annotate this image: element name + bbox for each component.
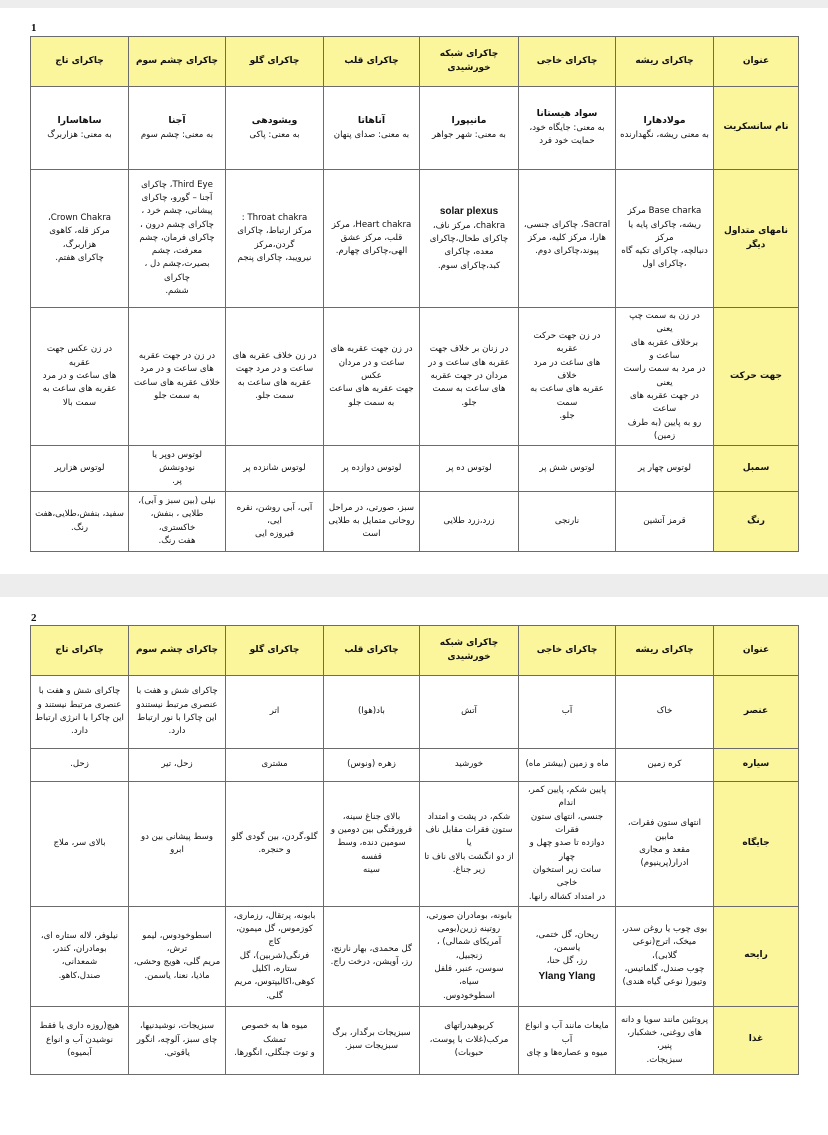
table-cell xyxy=(226,1006,324,1074)
cell-line: سینه xyxy=(363,864,380,875)
table-cell xyxy=(420,782,519,907)
cell-line: زرد،زرد طلایی xyxy=(443,515,495,526)
table-cell xyxy=(129,87,226,170)
page-number: 2 xyxy=(31,612,37,624)
cell-line: سبزیجات، نوشیدنیها، xyxy=(139,1021,215,1032)
table-cell xyxy=(420,749,519,782)
cell-line: ،چاکرای اول xyxy=(642,259,687,270)
cell-line: کربوهیدراتهای xyxy=(444,1021,494,1032)
cell-line: طلایی ، بنفش، خاکستری، xyxy=(150,509,204,533)
row-header: عنصر xyxy=(714,676,799,749)
cell-line: روتینه زرین(بومی xyxy=(437,924,501,935)
cell-line: مردان در جهت عقربه xyxy=(430,370,508,381)
cell-line: نیرویبد، چاکرای پنجم xyxy=(237,252,312,263)
table-cell xyxy=(616,1006,714,1074)
cell-line: Ylang Ylang xyxy=(538,970,596,982)
table-cell xyxy=(616,906,714,1006)
table-cell xyxy=(420,492,519,552)
cell-line: انتهای ستون فقرات، مابین xyxy=(627,818,702,842)
table-cell xyxy=(324,906,420,1006)
cell-line: در زنان بر خلاف جهت xyxy=(429,344,509,355)
cell-line: زحل. xyxy=(70,759,89,770)
cell-line: کبد،چاکرای سوم. xyxy=(437,260,501,271)
cell-line: ریحان، گل ختمی، یاسمن، xyxy=(535,929,599,953)
table-row xyxy=(31,782,799,907)
row-header: جایگاه xyxy=(714,782,799,907)
cell-line: سوسن، عنبر، فلفل سیاه، xyxy=(434,963,504,988)
table-cell xyxy=(226,446,324,492)
table-cell xyxy=(324,676,420,749)
cell-line: به سمت جلو xyxy=(154,390,200,401)
cell-line: عنصری مرتبط نیستند و xyxy=(37,699,122,710)
table-cell xyxy=(31,676,129,749)
cell-line: به معنی: جایگاه خود، xyxy=(529,122,605,133)
table-cell xyxy=(616,492,714,552)
column-header: چاکرای خاجی xyxy=(519,626,616,676)
table-cell xyxy=(129,906,226,1006)
cell-line: به معنی: چشم سوم xyxy=(140,129,214,140)
cell-line: دارد. xyxy=(71,726,88,737)
header-row xyxy=(31,37,799,87)
column-header: چاکرای شبکه خورشیدی xyxy=(420,626,519,676)
table-cell xyxy=(519,749,616,782)
table-cell xyxy=(519,676,616,749)
cell-line: مریم گلی، هویج وحشی، xyxy=(133,957,221,968)
cell-line: سبزیجات. xyxy=(646,1054,683,1065)
cell-line: در مرد به سمت راست یعنی xyxy=(623,364,706,388)
cell-line: رز، آویشن، درخت راج. xyxy=(330,957,413,968)
table-cell xyxy=(519,308,616,446)
cell-line: دنبالچه، چاکرای تکیه گاه xyxy=(621,246,708,257)
cell-line: عقربه های ساعت به xyxy=(42,384,117,395)
table-cell xyxy=(129,446,226,492)
column-header: چاکرای گلو xyxy=(226,37,324,87)
cell-line: ساهاسارا xyxy=(57,115,102,127)
cell-line: ریشه، چاکرای پایه یا مرکز xyxy=(628,219,701,243)
column-header: چاکرای گلو xyxy=(226,626,324,676)
table-cell xyxy=(31,170,129,308)
cell-line: گل محمدی، بهار نارنج، xyxy=(331,944,412,954)
table-cell xyxy=(519,906,616,1006)
column-header: چاکرای شبکه خورشیدی xyxy=(420,37,519,87)
cell-line: Third Eye، چاکرای xyxy=(141,179,213,190)
table-cell xyxy=(420,308,519,446)
cell-line: صندل،کاهو. xyxy=(58,970,101,981)
table-cell xyxy=(324,308,420,446)
cell-line: این چاکرا با نور ارتباط xyxy=(137,713,217,723)
cell-line: لوتوس شانزده پر xyxy=(243,462,306,473)
cell-line: گلی. xyxy=(266,990,283,1001)
cell-line: کوزموس، گل میمون، کاج xyxy=(236,924,313,948)
cell-line: های ساعت به سمت جلو. xyxy=(432,384,506,408)
cell-line: نوشیدن آب و انواع xyxy=(45,1034,113,1045)
table-cell xyxy=(226,87,324,170)
cell-line: ادرار(پرینیوم) xyxy=(640,858,689,869)
cell-line: روحانی متمایل به طلایی xyxy=(328,515,415,526)
cell-line: در زن جهت حرکت عقربه xyxy=(533,330,601,355)
cell-line: زحل، تیر xyxy=(161,759,193,770)
cell-line: لوتوس دوازده پر xyxy=(341,462,402,473)
cell-line: حبوبات) xyxy=(454,1047,484,1058)
cell-line: رز، گل حنا، xyxy=(546,956,588,967)
table-body xyxy=(31,626,799,1075)
cell-line: سبزیجات سبز. xyxy=(344,1041,399,1052)
row-header: سمبل xyxy=(714,446,799,492)
cell-line: کره زمین xyxy=(647,759,682,770)
column-header-title: عنوان xyxy=(714,37,799,87)
table-cell xyxy=(31,308,129,446)
cell-line: معرفت، چشم xyxy=(151,246,203,257)
column-header: چاکرای چشم سوم xyxy=(129,37,226,87)
table-cell xyxy=(616,782,714,907)
cell-line: به معنی: صدای پنهان xyxy=(333,129,410,140)
cell-line: نیلوفر، لاله ستاره ای، xyxy=(40,930,119,941)
table-row xyxy=(31,1006,799,1074)
cell-line: پروتئین مانند سویا و دانه xyxy=(620,1014,709,1025)
cell-line: خورشید xyxy=(454,759,484,770)
cell-line: چاکرای شش و هفت با xyxy=(136,686,218,697)
page-1 xyxy=(0,8,828,574)
cell-line: شکم، در پشت و امتداد xyxy=(427,811,511,822)
table-cell xyxy=(129,749,226,782)
table-cell xyxy=(519,1006,616,1074)
table-cell xyxy=(616,308,714,446)
table-cell xyxy=(519,87,616,170)
cell-line: Base charka مرکز xyxy=(627,206,702,217)
cell-line: های ساعت در مرد خلاف xyxy=(533,357,601,381)
cell-line: بصیرت،چشم دل ، چاکرای xyxy=(144,259,210,283)
table-row xyxy=(31,87,799,170)
column-header: چاکرای تاج xyxy=(31,37,129,87)
cell-line: دارد. xyxy=(168,726,186,737)
cell-line: لوتوس شش پر xyxy=(539,462,595,473)
cell-line: در زن به سمت چپ یعنی xyxy=(629,311,700,335)
table-cell xyxy=(420,87,519,170)
cell-line: ششم. xyxy=(165,286,189,297)
table-cell xyxy=(616,676,714,749)
table-cell xyxy=(129,170,226,308)
table-cell xyxy=(226,492,324,552)
cell-line: سواد هیستانا xyxy=(536,108,598,120)
cell-line: عقربه های ساعت به سمت xyxy=(530,384,604,408)
cell-line: رنگ. xyxy=(71,522,88,533)
table-cell xyxy=(324,1006,420,1074)
cell-line: بومادران، کندر، شمعدانی، xyxy=(52,944,107,968)
cell-line: فیروزه ایی xyxy=(255,529,294,540)
column-header-title: عنوان xyxy=(714,626,799,676)
cell-line: خلاف عقربه های ساعت xyxy=(133,377,221,388)
table-cell xyxy=(226,170,324,308)
table-cell xyxy=(129,492,226,552)
cell-line: در زن جهت عقربه های xyxy=(330,344,413,355)
cell-line: این چاکرا با انرژی ارتباط xyxy=(35,713,124,723)
cell-line: لوتوس هزارپر xyxy=(54,462,105,473)
table-cell xyxy=(226,782,324,907)
cell-line: نیلی (بین سبز و آبی)، xyxy=(138,496,216,506)
cell-line: معده، چاکرای xyxy=(444,247,494,258)
cell-line: و حنجره. xyxy=(258,844,291,855)
cell-line: سمت بالا xyxy=(62,397,97,408)
cell-line: جنسی، انتهای ستون فقرات xyxy=(530,811,604,835)
cell-line: Crown Chakra، xyxy=(47,212,112,223)
cell-line: ساعت و در مردان عکس xyxy=(338,357,405,381)
table-row xyxy=(31,492,799,552)
cell-line: Throat chakra : xyxy=(241,212,308,223)
cell-line: یاقوتی. xyxy=(164,1047,190,1058)
cell-line: آناهاتا xyxy=(357,115,386,127)
cell-line: لوتوس چهار پر xyxy=(637,462,692,473)
row-header: نامهای متداول دیگر xyxy=(714,170,799,308)
table-cell xyxy=(324,87,420,170)
table-cell xyxy=(519,446,616,492)
cell-line: مرکز ارتباط، چاکرای xyxy=(237,226,312,237)
cell-line: اسطوخودوس. xyxy=(442,990,496,1001)
cell-line: فرورفتگی بین دومین و xyxy=(330,824,413,835)
cell-line: سومین دنده، وسط قفسه xyxy=(337,838,406,862)
cell-line: solar plexus xyxy=(439,206,499,218)
cell-line: بالای سر، ملاج xyxy=(53,838,106,849)
cell-line: پایین شکم، پایین کمر، اندام xyxy=(527,785,607,809)
row-header: نام سانسکریت xyxy=(714,87,799,170)
table-row xyxy=(31,446,799,492)
cell-line: ستاره، اکلیل xyxy=(252,963,297,974)
column-header: چاکرای قلب xyxy=(324,37,420,87)
table-cell xyxy=(519,170,616,308)
cell-line: جلو. xyxy=(559,410,575,421)
cell-line: آبی، آبی روشن، نقره ایی، xyxy=(236,502,313,526)
cell-line: و توت جنگلی، انگورها. xyxy=(234,1047,315,1058)
cell-line: آجنا xyxy=(168,115,186,127)
cell-line: عنصری مرتبط نیستندو xyxy=(136,699,218,710)
table-cell xyxy=(324,492,420,552)
table-cell xyxy=(31,749,129,782)
cell-line: جهت عقربه های ساعت xyxy=(329,384,414,395)
table-row xyxy=(31,906,799,1006)
cell-line: هارا، مرکز کلیه، مرکز xyxy=(528,232,606,243)
cell-line: ویشودهی xyxy=(251,115,298,127)
table-cell xyxy=(324,749,420,782)
table-cell xyxy=(226,308,324,446)
cell-line: چاکرای فرمان، چشم xyxy=(139,232,215,243)
cell-line: به سمت جلو xyxy=(348,397,395,408)
cell-line: زیر جناغ. xyxy=(452,864,486,875)
cell-line: چاکرای چشم درون ، xyxy=(140,219,214,230)
row-header: سیاره xyxy=(714,749,799,782)
column-header: چاکرای چشم سوم xyxy=(129,626,226,676)
header-row xyxy=(31,626,799,676)
cell-line: در زن در جهت عقربه xyxy=(138,350,216,361)
cell-line: باد(هوا) xyxy=(358,706,385,717)
cell-line: به معنی: پاکی xyxy=(249,129,300,140)
table-cell xyxy=(31,1006,129,1074)
cell-line: ستون فقرات مقابل ناف یا xyxy=(425,824,513,849)
cell-line: پیشانی، چشم خرد ، xyxy=(141,206,213,217)
table-cell xyxy=(226,749,324,782)
row-header: رایحه xyxy=(714,906,799,1006)
cell-line: های روغنی، خشکبار، پنیر، xyxy=(627,1028,702,1052)
cell-line: در امتداد کشاله رانها. xyxy=(528,891,606,902)
cell-line: وتیور( نوعی گیاه هندی) xyxy=(622,977,707,988)
table-row xyxy=(31,170,799,308)
table-cell xyxy=(31,782,129,907)
table-row xyxy=(31,308,799,446)
cell-line: رو به پایین (به طرف زمین) xyxy=(627,417,702,441)
table-cell xyxy=(31,446,129,492)
table-cell xyxy=(616,87,714,170)
cell-line: گردن،مرکز xyxy=(254,239,295,250)
page-2 xyxy=(0,597,828,1135)
column-header: چاکرای ریشه xyxy=(616,37,714,87)
cell-line: است xyxy=(362,529,381,540)
table-cell xyxy=(324,446,420,492)
table-cell xyxy=(129,1006,226,1074)
table-row xyxy=(31,676,799,749)
cell-line: آبمیوه) xyxy=(67,1047,92,1058)
cell-line: مرکب(غلات با پوست، xyxy=(429,1034,509,1045)
table-cell xyxy=(420,446,519,492)
cell-line: چاکرای طحال،چاکرای xyxy=(429,233,509,244)
table-cell xyxy=(324,170,420,308)
cell-line: قرمز آتشین xyxy=(643,515,686,526)
cell-line: گلو،گردن، بین گودی گلو xyxy=(231,831,318,842)
cell-line: پیوند،چاکرای دوم. xyxy=(535,246,599,257)
cell-line: ساعت و در مرد جهت xyxy=(235,364,314,375)
cell-line: بابونه، پرتقال، رزماری، xyxy=(233,910,316,921)
cell-line: لوتوس دوپر یا نودونشش xyxy=(152,449,202,473)
cell-line: سفید، بنفش،طلایی،هفت xyxy=(35,509,124,520)
cell-line: عقربه های ساعت به xyxy=(237,377,312,388)
cell-line: بابونه، بومادران صورتی، xyxy=(425,910,513,921)
cell-line: زهره (ونوس) xyxy=(347,759,396,770)
table-cell xyxy=(420,170,519,308)
cell-line: بالای جناغ سینه، xyxy=(342,811,401,822)
table-cell xyxy=(129,676,226,749)
cell-line: چای سبز، آلوچه، انگور xyxy=(136,1034,218,1045)
cell-line: فرنگی(شربین)، گل xyxy=(239,950,310,961)
cell-line: های ساعت و در مرد xyxy=(42,370,117,381)
cell-line: مایعات مانند آب و انواع آب xyxy=(525,1021,609,1045)
row-header: غذا xyxy=(714,1006,799,1074)
table-cell xyxy=(31,906,129,1006)
cell-line: میوه ها به خصوص تمشک xyxy=(241,1021,308,1045)
table-row xyxy=(31,749,799,782)
cell-line: نارنجی xyxy=(554,515,580,526)
cell-line: در زن عکس جهت عقربه xyxy=(46,344,113,368)
cell-line: برخلاف عقربه های ساعت و xyxy=(630,337,699,361)
cell-line: پر. xyxy=(172,476,182,487)
cell-line: chakra، مرکز ناف، xyxy=(432,220,506,231)
cell-line: به معنی: شهر جواهر xyxy=(432,129,506,140)
cell-line: در زن خلاف عقربه های xyxy=(232,350,317,361)
cell-line: هفت رنگ. xyxy=(158,535,196,546)
cell-line: عقربه های ساعت و در xyxy=(428,357,510,368)
cell-line: چاکرای شش و هفت با xyxy=(38,686,121,697)
cell-line: در جهت عقربه های ساعت xyxy=(630,390,699,415)
cell-line: بوی چوب یا روغن سدر، xyxy=(621,924,708,935)
cell-line: چاکرای هفتم. xyxy=(55,252,104,263)
cell-line: سانت زیر استخوان خاجی xyxy=(532,864,602,889)
table-cell xyxy=(519,492,616,552)
table-cell xyxy=(616,170,714,308)
cell-line: الهی،چاکرای چهارم. xyxy=(335,246,408,257)
cell-line: کوهی،اکالیپتوس، مریم xyxy=(234,977,315,988)
cell-line: اسطوخودوس، لیمو ترش، xyxy=(142,930,212,954)
column-header: چاکرای قلب xyxy=(324,626,420,676)
table-cell xyxy=(519,782,616,907)
table-cell xyxy=(616,446,714,492)
cell-line: از دو انگشت بالای ناف تا xyxy=(424,851,514,862)
chakra-table-2 xyxy=(30,625,799,1075)
page-number: 1 xyxy=(31,22,37,34)
cell-line: چوب صندل، گلماتیس، xyxy=(624,963,705,974)
cell-line: ماذیا، نعنا، یاسمن. xyxy=(144,970,210,981)
cell-line: وسط پیشانی بین دو ابرو xyxy=(140,831,214,855)
table-cell xyxy=(226,906,324,1006)
row-header: جهت حرکت xyxy=(714,308,799,446)
cell-line: مقعد و مجاری xyxy=(639,844,690,855)
cell-line: ماه و زمین (بیشتر ماه) xyxy=(525,759,609,770)
table-body xyxy=(31,37,799,552)
cell-line: مولادهارا xyxy=(643,115,686,127)
cell-line: Heart chakra، مرکز xyxy=(331,219,412,230)
cell-line: میوه و عصاره‌ها و چای xyxy=(526,1047,608,1058)
cell-line: به معنی ریشه، نگهدارنده xyxy=(620,129,709,140)
cell-line: آمریکای شمالی) ، زنجبیل، xyxy=(436,937,502,961)
cell-line: قلب، مرکز عشق xyxy=(340,232,403,243)
cell-line: آتش xyxy=(461,706,477,717)
cell-line: خاک xyxy=(656,706,673,717)
table-cell xyxy=(420,676,519,749)
chakra-table-1 xyxy=(30,36,799,552)
cell-line: میخک، اترج(نوعی گلابی)، xyxy=(632,937,697,961)
table-cell xyxy=(420,906,519,1006)
cell-line: هیچ(روزه داری یا فقط xyxy=(39,1021,120,1032)
cell-line: مرکز قله، کاهوی هزاربرگ، xyxy=(49,226,110,250)
cell-line: مانیپورا xyxy=(451,115,487,127)
table-cell xyxy=(616,749,714,782)
cell-line: آب xyxy=(561,706,573,717)
cell-line: حمایت خود فرد xyxy=(539,136,595,147)
cell-line: سمت جلو. xyxy=(255,390,294,401)
table-cell xyxy=(324,782,420,907)
cell-line: Sacral، چاکرای جنسی، xyxy=(523,219,611,230)
cell-line: لوتوس ده پر xyxy=(446,462,492,473)
table-cell xyxy=(31,87,129,170)
cell-line: سبز، صورتی، در مراحل xyxy=(328,502,415,513)
cell-line: مشتری xyxy=(261,759,288,770)
cell-line: اتر xyxy=(269,706,280,717)
cell-line: به معنی: هزاربرگ xyxy=(47,129,112,140)
table-cell xyxy=(31,492,129,552)
cell-line: سبزیجات برگدار، برگ xyxy=(332,1028,411,1038)
table-cell xyxy=(420,1006,519,1074)
table-cell xyxy=(129,782,226,907)
cell-line: دوازده تا صدو چهل و چهار xyxy=(529,838,605,862)
table-cell xyxy=(226,676,324,749)
row-header: رنگ xyxy=(714,492,799,552)
column-header: چاکرای ریشه xyxy=(616,626,714,676)
column-header: چاکرای تاج xyxy=(31,626,129,676)
cell-line: های ساعت و در مرد xyxy=(140,364,214,375)
table-cell xyxy=(129,308,226,446)
cell-line: آجنا – گورو، چاکرای xyxy=(141,192,213,203)
column-header: چاکرای خاجی xyxy=(519,37,616,87)
